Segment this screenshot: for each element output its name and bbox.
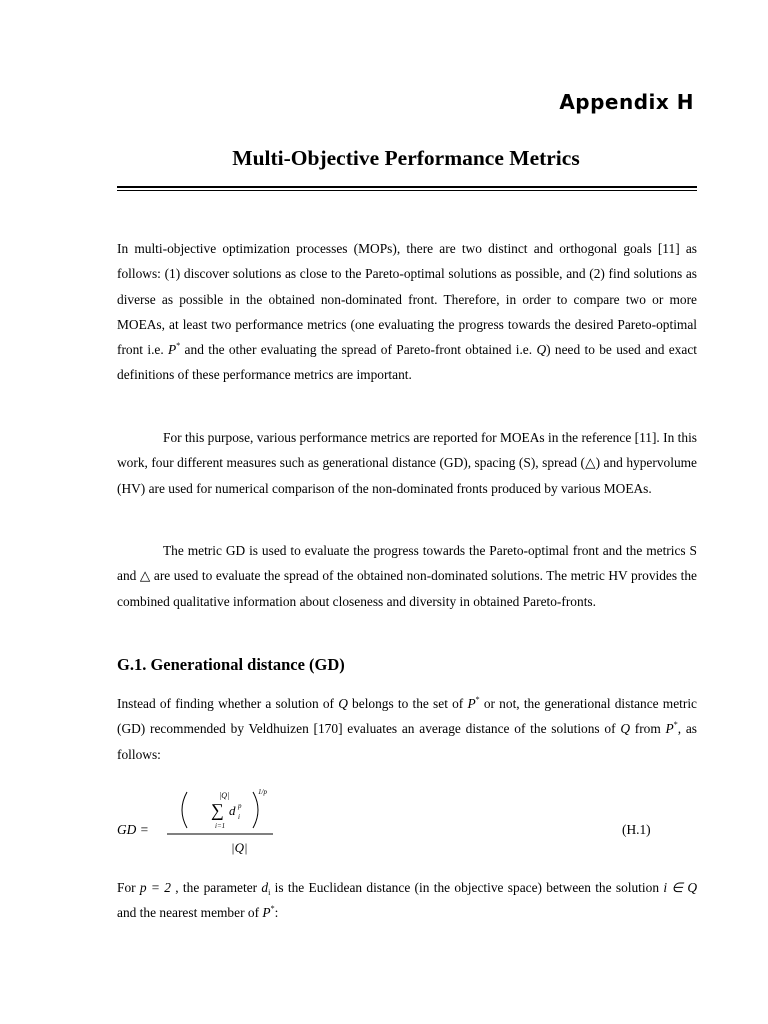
sum-lower-limit: i=1	[215, 822, 226, 830]
equation-number: (H.1)	[622, 822, 651, 837]
equation-h1	[117, 780, 697, 860]
section-heading: G.1. Generational distance (GD)	[117, 655, 345, 674]
outer-exponent: 1/p	[258, 788, 267, 796]
gd-fraction	[167, 780, 347, 860]
distance-term: d	[229, 803, 236, 818]
sum-upper-limit: |Q|	[219, 791, 230, 800]
left-paren	[182, 792, 187, 828]
paragraph-distance-def: For p = 2 , the parameter $d_i$ is the Euclidean distance (in the objective space) between the solution i ∈ Q and the nearest member of P*:	[117, 880, 697, 921]
appendix-label: Appendix H	[559, 90, 694, 114]
distance-term-sub: i	[238, 813, 240, 821]
paragraph-intro: In multi-objective optimization processes (MOPs), there are two distinct and orthogonal goals [11] as follows: (1) discover solutions as close to the Pareto-optimal solutions as possible, and (2) find solutions as diverse as possible in the obtained non-dominated front. Therefore, in order to compare two or more MOEAs, at least two performance metrics (one evaluating the progress towards the desired Pareto-optimal front i.e. P* and the other evaluating the spread of Pareto-front obtained i.e. Q) need to be used and exact definitions of these performance metrics are important.	[117, 241, 697, 383]
equation-lhs: GD =	[117, 822, 149, 837]
paragraph-gd-definition: Instead of finding whether a solution of Q belongs to the set of P* or not, the generational distance metric (GD) recommended by Veldhuizen [170] evaluates an average distance of the solutions of Q from P*, as follows:	[117, 695, 698, 762]
paragraph-metrics: For this purpose, various performance metrics are reported for MOEAs in the reference [11]. In this work, four different measures such as generational distance (GD), spacing (S), spread (△) and hypervolume (HV) are used for numerical comparison of the non-dominated fronts produced by various MOEAs.	[117, 430, 697, 496]
title-rule-bottom	[117, 190, 697, 191]
paragraph-gd-description: The metric GD is used to evaluate the progress towards the Pareto-optimal front and the metrics S and △ are used to evaluate the spread of the obtained non-dominated solutions. The metric HV provides the combined qualitative information about closeness and diversity in obtained Pareto-fronts.	[117, 543, 697, 609]
title-rule-top	[117, 186, 697, 188]
sigma-symbol: ∑	[211, 800, 224, 820]
distance-term-sup: p	[238, 802, 242, 810]
right-paren	[253, 792, 258, 828]
denominator: |Q|	[231, 840, 248, 855]
page-title: Multi-Objective Performance Metrics	[232, 146, 580, 170]
